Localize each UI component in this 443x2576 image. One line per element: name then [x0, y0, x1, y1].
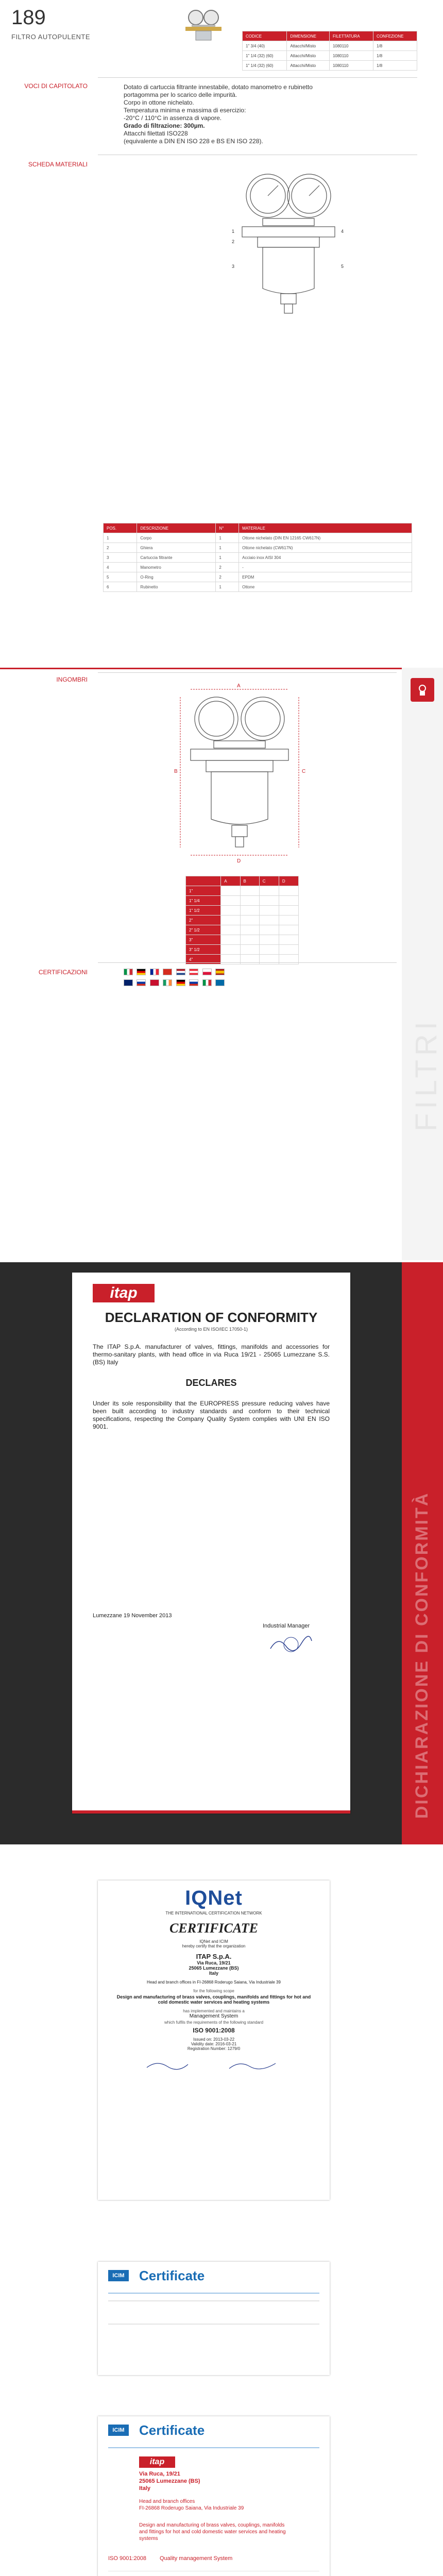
table-cell: 1 [104, 533, 137, 543]
icim-logo: ICIM [108, 2270, 129, 2281]
table-cell [221, 886, 240, 896]
divider [98, 962, 397, 963]
materials-header: N° [216, 523, 239, 533]
flag-icon [189, 979, 198, 986]
table-cell [240, 925, 259, 935]
iqnet-issued: Issued on: 2013-03-22 [193, 2037, 235, 2042]
certification-flags [124, 969, 227, 990]
table-cell: 1 [216, 533, 239, 543]
codes-table [242, 31, 417, 71]
table-cell [259, 945, 279, 955]
page-number: 189 [11, 6, 46, 29]
dimensions-header: C [259, 876, 279, 886]
iqnet-system: Management System [189, 2013, 238, 2019]
declaration-document [72, 1273, 350, 1814]
table-cell [221, 945, 240, 955]
flag-icon [202, 979, 212, 986]
declaration-side-text: DICHIARAZIONE DI CONFORMITÀ [412, 1492, 432, 1819]
table-cell [221, 925, 240, 935]
icim-address2: 25065 Lumezzane (BS) [139, 2478, 200, 2484]
icim-title: Certificate [139, 2422, 205, 2438]
table-cell: Rubinetto [137, 582, 216, 592]
description-line: -20°C / 110°C in assenza di vapore. [124, 114, 222, 122]
table-cell [221, 896, 240, 906]
table-cell: Attacchi/Misto [287, 51, 330, 61]
table-cell: 3" [186, 935, 221, 945]
description-line: portagomma per lo scarico delle impurità. [124, 91, 237, 98]
iqnet-logo: IQNet [185, 1887, 243, 1909]
certifications-section-label: CERTIFICAZIONI [38, 969, 88, 976]
flag-icon [163, 969, 172, 975]
declaration-subtitle: (According to EN ISO/IEC 17050-1) [174, 1327, 248, 1332]
materials-header: DESCRIZIONE [137, 523, 216, 533]
table-cell: Ghiera [137, 543, 216, 553]
flag-icon [137, 969, 146, 975]
page-separator [0, 668, 443, 669]
description-line: Attacchi filettati ISO228 [124, 130, 188, 137]
icim-logo: ICIM [108, 2425, 129, 2436]
table-cell [279, 886, 298, 896]
signature-stamp [268, 1633, 314, 1654]
declaration-intro: The ITAP S.p.A. manufacturer of valves, fittings, manifolds and accessories for thermo-sanitary plants, with head office in via Ruca 19/21 - 25065 Lumezzane S.S. (BS) Italy [93, 1343, 330, 1366]
iqnet-country: Italy [209, 1971, 218, 1976]
table-row [186, 916, 299, 925]
description-line: Dotato di cartuccia filtrante innestabile, dotato manometro e rubinetto [124, 83, 313, 91]
dimensions-section-label: INGOMBRI [56, 676, 88, 683]
table-cell: Attacchi/Misto [287, 41, 330, 51]
icim-country: Italy [139, 2485, 151, 2492]
iqnet-scope: Design and manufacturing of brass valves, couplings, manifolds and fittings for hot and cold domestic water services and heating systems [116, 1994, 311, 2005]
table-cell: 3" 1/2 [186, 945, 221, 955]
iqnet-signatures [137, 2057, 291, 2073]
iqnet-reg-number: Registration Number: 1279/0 [187, 2046, 241, 2051]
table-row [186, 925, 299, 935]
table-cell: - [239, 563, 412, 572]
iqnet-system-label: has implemented and maintains a [183, 2009, 245, 2013]
iqnet-address2: 25065 Lumezzane (BS) [189, 1965, 239, 1971]
materials-header: POS. [104, 523, 137, 533]
declaration-place-date: Lumezzane 19 November 2013 [93, 1613, 172, 1619]
svg-text:2: 2 [232, 239, 235, 244]
table-row [186, 935, 299, 945]
icim-standard: ISO 9001:2008 [108, 2555, 147, 2562]
table-cell: 1/8 [373, 51, 417, 61]
iqnet-title: CERTIFICATE [169, 1921, 258, 1936]
iqnet-company: ITAP S.p.A. [196, 1953, 232, 1960]
iqnet-granted: IQNet and ICIM [199, 1939, 228, 1944]
table-cell: 1" 3/4 (40) [243, 41, 287, 51]
declaration-side-bar [402, 1262, 443, 1844]
table-cell: 1080110 [329, 61, 373, 71]
icim-system: Quality management System [160, 2555, 233, 2562]
icim-address1: Via Ruca, 19/21 [139, 2471, 180, 2477]
iqnet-meets: which fulfils the requirements of the following standard [164, 2020, 264, 2025]
table-cell: 2 [216, 572, 239, 582]
flag-icon [150, 969, 159, 975]
table-cell: Ottone nichelato (DIN EN 12165 CW617N) [239, 533, 412, 543]
svg-text:A: A [237, 683, 241, 689]
dimensions-header [186, 876, 221, 886]
table-row [186, 886, 299, 896]
table-row [104, 572, 412, 582]
product-description [124, 83, 412, 145]
svg-text:D: D [237, 858, 241, 864]
iqnet-network: THE INTERNATIONAL CERTIFICATION NETWORK [165, 1911, 262, 1916]
flag-icon [176, 969, 185, 975]
divider [98, 672, 397, 673]
table-row [104, 553, 412, 563]
description-line: Corpo in ottone nichelato. [124, 99, 194, 106]
table-cell: 4 [104, 563, 137, 572]
table-row [243, 41, 417, 51]
table-cell [221, 906, 240, 916]
table-cell: Ottone nichelato (CW617N) [239, 543, 412, 553]
description-line: Temperatura minima e massima di esercizio: [124, 107, 246, 114]
codes-header: CONFEZIONE [373, 31, 417, 41]
document-footer-bar [72, 1810, 350, 1814]
table-cell: 1" 1/4 (32) (60) [243, 51, 287, 61]
table-cell [279, 906, 298, 916]
codes-header: FILETTATURA [329, 31, 373, 41]
table-row [104, 533, 412, 543]
icim-units: FI-26868 Roderugo Saiana, Via Industriale 39 [139, 2505, 244, 2511]
table-cell [240, 906, 259, 916]
flag-icon [150, 979, 159, 986]
table-cell: Cartuccia filtrante [137, 553, 216, 563]
table-cell [259, 896, 279, 906]
technical-drawing [227, 165, 350, 319]
flag-icon [176, 979, 185, 986]
table-row [104, 563, 412, 572]
divider [108, 2447, 319, 2448]
description-line: Grado di filtrazione: 300µm. [124, 122, 205, 129]
description-line: (equivalente a DIN EN ISO 228 e BS EN ISO 228). [124, 138, 263, 145]
table-cell [279, 916, 298, 925]
table-cell: 3 [104, 553, 137, 563]
side-tab-text: FILTRI [410, 1018, 443, 1131]
divider [98, 77, 417, 78]
dimension-drawing [170, 680, 314, 866]
flag-icon [124, 979, 133, 986]
flag-icon [124, 969, 133, 975]
itap-logo: itap [93, 1284, 155, 1302]
svg-text:3: 3 [232, 264, 235, 269]
table-cell [240, 896, 259, 906]
table-cell [259, 906, 279, 916]
table-cell: 5 [104, 572, 137, 582]
table-cell [259, 935, 279, 945]
table-cell: 1" [186, 886, 221, 896]
table-cell: 1/8 [373, 41, 417, 51]
itap-logo: itap [139, 2456, 175, 2468]
table-row [243, 61, 417, 71]
iqnet-validity: Validity date: 2016-03-21 [191, 2042, 237, 2046]
svg-text:C: C [302, 769, 306, 774]
table-cell: Ottone [239, 582, 412, 592]
table-cell: 6 [104, 582, 137, 592]
iqnet-scope-label: for the following scope [193, 1989, 234, 1993]
declaration-body: Under its sole responsibility that the EUROPRESS pressure reducing valves have been built according to industry standards and conform to their technical specifications, respecting the Company Quality System complies with UNI EN ISO 9001. [93, 1400, 330, 1430]
icim-title: Certificate [139, 2268, 205, 2283]
icim-units-label: Head and branch offices [139, 2499, 195, 2504]
iqnet-standard: ISO 9001:2008 [193, 2027, 235, 2034]
table-cell [259, 916, 279, 925]
table-cell: 1" 1/4 [186, 896, 221, 906]
table-cell [279, 945, 298, 955]
table-cell: 1 [216, 582, 239, 592]
dimensions-table [185, 876, 299, 964]
table-cell [279, 896, 298, 906]
table-cell: 1" 1/4 (32) (60) [243, 61, 287, 71]
iqnet-units: Head and branch offices in FI-26868 Roderugo Saiana, Via Industriale 39 [147, 1980, 281, 1985]
table-cell [259, 886, 279, 896]
svg-text:1: 1 [232, 229, 235, 234]
table-cell: EPDM [239, 572, 412, 582]
declaration-declares: DECLARES [185, 1378, 237, 1388]
table-row [186, 906, 299, 916]
table-cell [240, 916, 259, 925]
table-cell: 4" [186, 955, 221, 964]
table-row [104, 543, 412, 553]
declaration-title: DECLARATION OF CONFORMITY [105, 1310, 318, 1325]
table-cell [279, 925, 298, 935]
table-cell: 1 [216, 553, 239, 563]
iqnet-hereby: hereby certify that the organization [182, 1944, 246, 1948]
iqnet-address1: Via Ruca, 19/21 [197, 1960, 231, 1965]
flag-icon [163, 979, 172, 986]
icim-scope: Design and manufacturing of brass valves, couplings, manifolds and fittings for hot and cold domestic water services and heating systems [139, 2522, 286, 2541]
dimensions-header: D [279, 876, 298, 886]
table-cell: Manometro [137, 563, 216, 572]
codes-header: DIMENSIONE [287, 31, 330, 41]
table-row [186, 896, 299, 906]
table-cell: O-Ring [137, 572, 216, 582]
dimensions-header: B [240, 876, 259, 886]
declaration-signer: Industrial Manager [263, 1623, 310, 1629]
table-cell: 2" 1/2 [186, 925, 221, 935]
table-cell: 1 [216, 543, 239, 553]
side-tab [402, 668, 443, 1260]
materials-table [103, 523, 412, 592]
table-cell: 2" [186, 916, 221, 925]
table-cell: 1080110 [329, 41, 373, 51]
table-cell: 2 [104, 543, 137, 553]
table-cell: Attacchi/Misto [287, 61, 330, 71]
table-row [186, 945, 299, 955]
table-cell [240, 886, 259, 896]
table-cell [279, 935, 298, 945]
table-row [243, 51, 417, 61]
table-cell: Acciaio inox AISI 304 [239, 553, 412, 563]
svg-text:5: 5 [341, 264, 344, 269]
iqnet-certificate [98, 1880, 330, 2200]
product-photo [180, 6, 227, 41]
divider [108, 2324, 319, 2325]
table-cell [259, 925, 279, 935]
svg-text:B: B [174, 769, 178, 774]
table-cell: Corpo [137, 533, 216, 543]
table-cell [221, 935, 240, 945]
table-cell: 1" 1/2 [186, 906, 221, 916]
codes-header: CODICE [243, 31, 287, 41]
table-cell: 1/8 [373, 61, 417, 71]
table-cell [221, 916, 240, 925]
filter-icon [411, 678, 434, 702]
divider [108, 2293, 319, 2294]
table-cell: 2 [216, 563, 239, 572]
table-cell [240, 945, 259, 955]
flag-icon [215, 979, 225, 986]
materials-section-label: SCHEDA MATERIALI [28, 161, 88, 168]
icim-certificate-1 [98, 2262, 330, 2375]
product-title: FILTRO AUTOPULENTE [11, 33, 90, 41]
codes-section-label: VOCI DI CAPITOLATO [24, 82, 88, 90]
flag-icon [202, 969, 212, 975]
svg-text:4: 4 [341, 229, 344, 234]
table-cell: 1080110 [329, 51, 373, 61]
divider [108, 2300, 319, 2301]
flag-icon [189, 969, 198, 975]
table-cell [240, 935, 259, 945]
flag-icon [137, 979, 146, 986]
flag-icon [215, 969, 225, 975]
icim-certificate-2 [98, 2416, 330, 2576]
table-row [104, 582, 412, 592]
dimensions-header: A [221, 876, 240, 886]
materials-header: MATERIALE [239, 523, 412, 533]
